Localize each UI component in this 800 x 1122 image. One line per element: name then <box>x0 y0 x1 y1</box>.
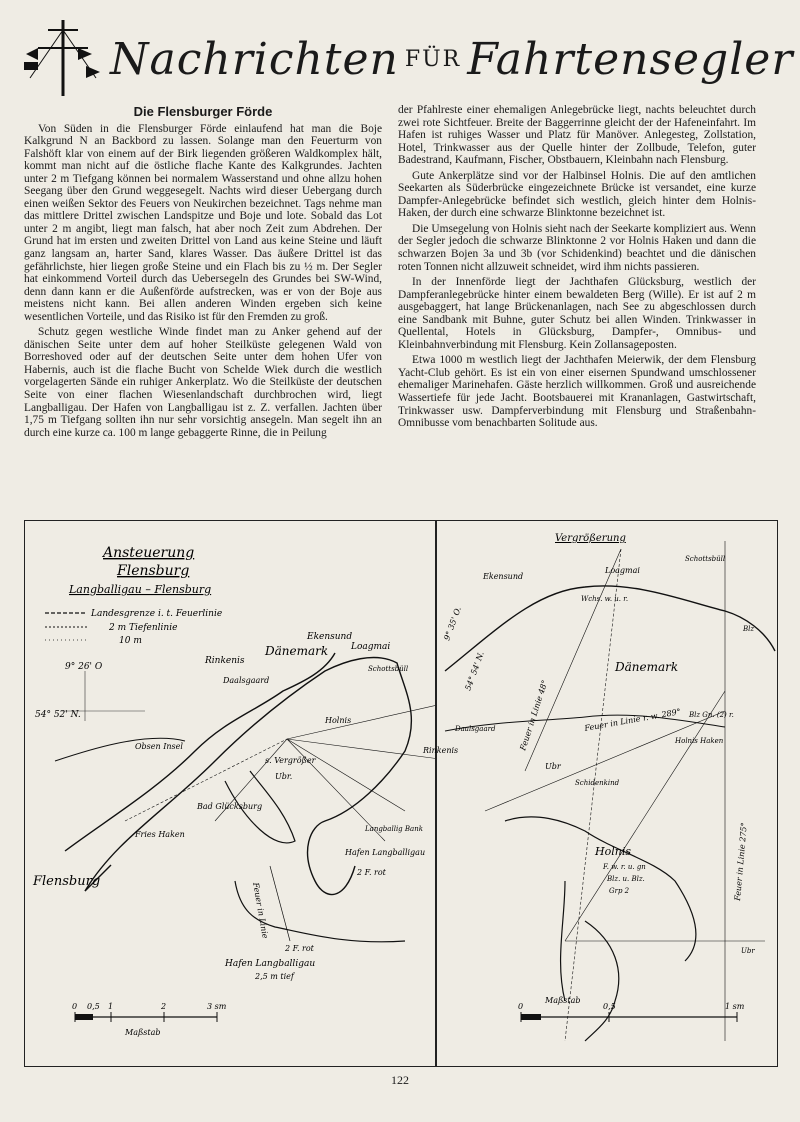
legend-item: Landesgrenze i. t. Feuerlinie <box>91 609 223 619</box>
scale-tick: 1 sm <box>725 1002 745 1011</box>
place-label: Blz. u. Blz. <box>607 875 645 883</box>
place-label: Bad Glücksburg <box>197 802 263 811</box>
place-label: Grp 2 <box>609 887 630 895</box>
place-label: Ekensund <box>307 632 353 642</box>
text-column-right <box>398 104 756 430</box>
scale-label: Maßstab <box>125 1028 161 1037</box>
place-label: Ubr <box>545 762 561 771</box>
place-label: Feuer in Linie 48° <box>518 679 550 752</box>
map-title: Ansteuerung <box>103 545 195 561</box>
scale-tick: 0,5 <box>87 1002 100 1011</box>
place-label: F. w. r. u. gn <box>603 863 646 871</box>
place-label: Rinkenis <box>423 746 459 755</box>
place-label: Loagmai <box>351 642 391 652</box>
scale-tick: 3 sm <box>207 1002 227 1011</box>
place-label: Daalsgaard <box>223 676 270 685</box>
page-number: 122 <box>391 1073 409 1087</box>
place-label: Schidenkind <box>575 779 620 787</box>
inset-label: Feuer in Linie <box>251 881 270 940</box>
scale-tick: 0,5 <box>603 1002 616 1011</box>
place-label: Ekensund <box>483 572 524 581</box>
place-label: 9° 35' O. <box>442 605 463 642</box>
scale-tick: 1 <box>108 1002 114 1011</box>
place-label: Daalsgaard <box>455 725 496 733</box>
inset-title: Hafen Langballigau <box>225 959 316 969</box>
chart-maps-panel <box>24 520 778 1067</box>
longitude-label: 9° 26' O <box>65 662 103 672</box>
paragraph: Etwa 1000 m westlich liegt der Jachthafen Meierwik, der dem Flensburg Yacht-Club gehört. Es ist ein von einer eisernen Spundwand umschlossener ehemaliger Marinehafen. Gäste herzlich willkommen. Groß und ausreichende Wassertiefe für jede Jacht. Bootsbauerei mit Krananlagen, Gastwirtschaft, Trinkwasser usw. Dampferverbindung mit Flensburg und Straßenbahn-Omnibusse vom benachbarten Solitude aus. <box>398 354 756 430</box>
place-label: 2 F. rot <box>357 868 386 877</box>
article-heading: Die Flensburger Förde <box>133 104 273 119</box>
legend-item: 2 m Tiefenlinie <box>109 623 178 633</box>
place-label: Wchs. w. u. r. <box>581 595 629 603</box>
place-label: Feuer in Linie r. w. 289° <box>583 707 682 733</box>
place-label: Hafen Langballigau <box>345 848 426 857</box>
paragraph: Schutz gegen westliche Winde findet man zu Anker gehend auf der dänischen Seite unter dem auf hoher Steilküste gelegenen Wald von Borreshoved oder auf der deutschen Seite unter dem hohen Ufer von Habernis, auch ist die flache Bucht von Schelde Wiek durch die westlich vorgelagerten Sände ein ruhiger Ankerplatz. Wo die Steilküste der deutschen Seite von einer flachen Wiesenlandschaft durchbrochen wird, liegt Langballigau. Der Hafen von Langballigau ist z. Z. verfallen. Jachten über 1,75 m Tiefgang sollten ihn nur sehr vorsichtig ansegeln. Man segelt ihn an durch eine kurze ca. 100 m lange gebaggerte Rinne, die in Peilung <box>24 326 382 439</box>
place-label: Dänemark <box>265 644 329 658</box>
scale-tick: 0 <box>518 1002 524 1011</box>
place-label: Loagmai <box>605 566 640 575</box>
inset-depth: 2,5 m tief <box>255 972 294 981</box>
place-label: Rinkenis <box>205 656 245 666</box>
map-title: Flensburg <box>117 563 190 579</box>
scale-tick: 0 <box>72 1002 78 1011</box>
place-label: Ubr <box>741 947 755 955</box>
place-label: Blz Gn. (2) r. <box>689 711 734 719</box>
paragraph: der Pfahlreste einer ehemaligen Anlegebrücke liegt, nachts beleuchtet durch zwei rote Sichtfeuer. Breite der Baggerrinne gleicht der der Hafeneinfahrt. Im Hafen ist ruhiges Wasser und Platz für Manöver. Anlegesteg, Zollstation, Hotel, Trinkwasser aus der Quelle hinter der Zollbude, Telefon, guter Badestrand, Kaufmann, Fischer, Obstbauern, Kleinbahn nach Flensburg. <box>398 104 756 167</box>
scale-label: Maßstab <box>545 996 581 1005</box>
place-label: Dänemark <box>615 660 679 674</box>
page-header <box>18 18 794 98</box>
text-column-left <box>24 104 382 439</box>
paragraph: Die Umsegelung von Holnis sieht nach der Seekarte kompliziert aus. Wenn der Segler jedoch die schwarze Blinktonne 2 vor Holnis Haken und dann die schwarzen Bojen 3a und 3b (vor Schidenkind) beachtet und die dänischen roten Tonnen nicht allzuweit schneidet, wird ihm nichts passieren. <box>398 222 756 273</box>
page-title: Nachrichten FÜR Fahrtensegler <box>110 34 794 85</box>
place-label: Schottsbüll <box>368 665 409 673</box>
scale-bar <box>518 996 745 1022</box>
map-title: Vergrößerung <box>555 533 626 544</box>
place-label: Holnis <box>595 845 631 858</box>
paragraph: Von Süden in die Flensburger Förde einlaufend hat man die Boje Kalkgrund N an Backbord zu lassen. Solange man den Feuerturm von Falshöft klar von einem auf der Birk liegenden größeren Waldkomplex hält, kommt man nicht auf die östliche flache Kante des Kalkgrundes. Jachten unter 2 m Tiefgang können bei normalem Wasserstand und ohne allzu hohen Seegang über den Grund weggesegelt. Nachts wird dieser Uebergang durch einen weißen Sektor des Feuers von Neukirchen bezeichnet. Tags nehme man das mittlere Drittel zwischen Landspitze und Boje und lote. Sobald das Lot unter 2 m angibt, liegt man falsch, hat aber noch Zeit zum Abdrehen. Der Grund hat im ersten und zweiten Drittel von Land aus keine Steine und läuft ganz langsam an, harter Sand, klares Wasser. Das äußere Drittel ist das gefährlichste, hier liegen große Steine und ein Flach bis zu ½ m. Der Segler hat einkommend Vorteil durch das Uebersegeln des Grundes bei SW-Wind, denn dann kann er die Außenförde aufstrecken, was er von der Boje aus meistens nicht kann. Bei allen anderen Winden ergeben sich keine wesentlichen Vorteile, und das Risiko ist für den Fremden zu groß. <box>24 122 382 323</box>
paragraph: In der Innenförde liegt der Jachthafen Glücksburg, westlich der Dampferanlegebrücke hinter einem bewaldeten Berg (Wille). Er ist auf 2 m ausgebaggert, hat lange Brückenanlagen, nach See zu abgeschlossen durch eine Sandbank mit Buhne, guter Schutz bei allen Winden. Trinkwasser in Quellental, Hotels in Glücksburg, Dampfer-, Omnibus- und Kleinbahnverbindung mit Flensburg. Kein Zollansageposten. <box>398 276 756 351</box>
legend-item: 10 m <box>119 636 142 646</box>
place-label: Fries Haken <box>135 830 185 839</box>
place-label: Holnis <box>325 716 352 725</box>
place-label: 54° 54' N. <box>463 650 486 692</box>
enlargement-map <box>25 521 777 1066</box>
place-label: Langballig Bank <box>365 825 423 833</box>
place-label: Blz <box>743 625 755 633</box>
inset-light: 2 F. rot <box>285 944 314 953</box>
place-label: Obsen Insel <box>135 742 183 751</box>
latitude-label: 54° 52' N. <box>35 710 81 720</box>
place-label: Flensburg <box>33 874 101 889</box>
place-label: Schottsbüll <box>685 555 726 563</box>
mast-and-flags-icon <box>18 18 108 98</box>
place-label: Holnis Haken <box>675 737 724 745</box>
paragraph: Gute Ankerplätze sind vor der Halbinsel Holnis. Die auf den amtlichen Seekarten als Süderbrücke eingezeichnete Brücke ist versandet, eine kurze Dampfer-Anlegebrücke befindet sich westlich, gleich hinter dem Holnis-Haken, der durch eine schwarze Blinktonne bezeichnet ist. <box>398 169 756 220</box>
place-label: s. Vergrößer <box>265 756 316 765</box>
map-subtitle: Langballigau – Flensburg <box>69 583 212 596</box>
scale-tick: 2 <box>161 1002 167 1011</box>
place-label: Feuer in Linie 275° <box>733 822 749 902</box>
place-label: Ubr. <box>275 772 293 781</box>
